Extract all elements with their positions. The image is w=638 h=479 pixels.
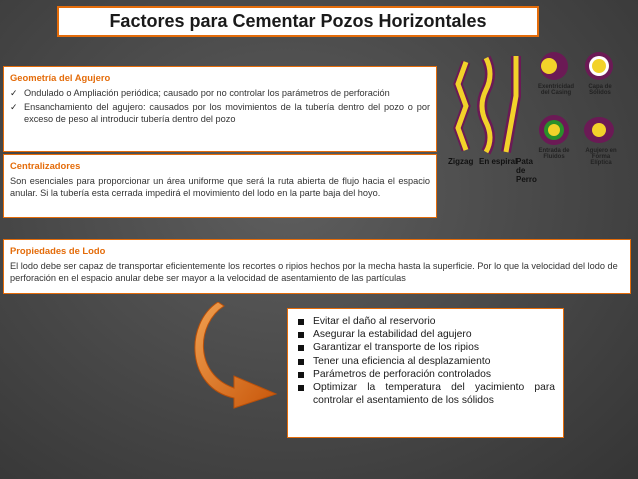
checkmark-icon: ✓: [10, 101, 18, 112]
geometria-item-text: Ensanchamiento del agujero: causados por los movimientos de la tubería dentro del pozo o por exceso de peso al introducir tubería dentro del pozo: [24, 101, 430, 124]
hole-geometry-figure: [444, 44, 632, 212]
label-pata: Pata de Perro: [516, 157, 537, 184]
list-item: [296, 368, 555, 381]
list-item-text: Evitar el daño al reservorio: [313, 316, 436, 327]
label-entrada: Entrada de Fluidos: [538, 148, 570, 160]
list-item-text: Garantizar el transporte de los ripios: [313, 342, 479, 354]
square-bullet-icon: [298, 359, 304, 365]
list-item-text: Tener una eficiencia al desplazamiento: [313, 355, 491, 367]
label-eliptica: Agujero en Forma Elíptica: [585, 148, 617, 166]
square-bullet-icon: [298, 332, 304, 338]
label-capa: Capa de Sólidos: [588, 84, 612, 96]
centralizadores-heading: Centralizadores: [10, 160, 81, 171]
title-box: [57, 6, 539, 37]
label-espiral: En espiral: [479, 157, 518, 166]
geometria-item: [10, 88, 430, 100]
checkmark-icon: ✓: [10, 88, 18, 99]
curved-arrow-icon: [190, 302, 288, 410]
centralizadores-text: Son esenciales para proporcionar un área uniforme que será la ruta abierta de flujo hacia el espacio anular. Si la tubería esta cerrada impedirá el movimiento del lodo en la parte baja del hoyo.: [10, 176, 430, 198]
list-item: [296, 381, 555, 407]
square-bullet-icon: [298, 345, 304, 351]
lodo-text: El lodo debe ser capaz de transportar eficientemente los recortes o ripios hechos por la mecha hasta la superficie. Por lo que la velocidad del lodo de perforación en el espacio anular debe ser mayor a la velocidad de asentamiento de las partículas: [10, 261, 618, 283]
centralizadores-panel: [3, 154, 437, 218]
objetivos-panel: [287, 308, 564, 438]
square-bullet-icon: [298, 385, 304, 391]
list-item-text: Optimizar la temperatura del yacimiento para controlar el asentamiento de los sólidos: [313, 381, 555, 407]
list-item-text: Asegurar la estabilidad del agujero: [313, 329, 472, 341]
list-item: [296, 341, 555, 354]
list-item-text: Parámetros de perforación controlados: [313, 368, 492, 380]
list-item: [296, 315, 555, 328]
list-item: [296, 328, 555, 341]
page-title: Factores para Cementar Pozos Horizontales: [109, 11, 487, 31]
geometria-heading: Geometría del Agujero: [10, 72, 111, 83]
geometria-item: [10, 102, 430, 126]
hole-geometry-illustration: [444, 44, 632, 212]
square-bullet-icon: [298, 319, 304, 325]
list-item: [296, 355, 555, 368]
geometria-panel: [3, 66, 437, 152]
objetivos-list: [296, 315, 555, 407]
lodo-panel: [3, 239, 631, 294]
label-excentricidad: Exentricidad del Casing: [538, 84, 575, 96]
lodo-heading: Propiedades de Lodo: [10, 245, 106, 256]
square-bullet-icon: [298, 372, 304, 378]
label-zigzag: Zigzag: [448, 157, 474, 166]
geometria-item-text: Ondulado o Ampliación periódica; causado por no controlar los parámetros de perforación: [24, 88, 390, 99]
